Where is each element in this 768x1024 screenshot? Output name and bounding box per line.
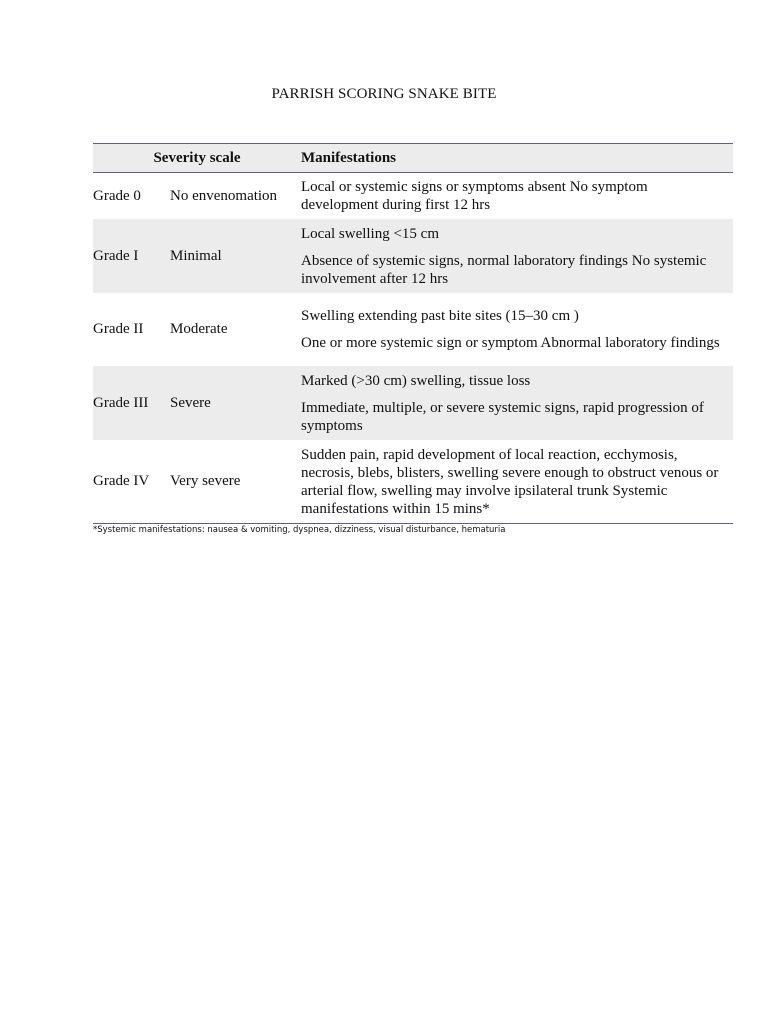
grade-cell: Grade II (93, 321, 144, 337)
manifestation-text: Swelling extending past bite sites (15–30 cm ) (301, 308, 579, 324)
table-row (93, 293, 733, 366)
manifestations-cell (301, 446, 733, 518)
manifestation-text: Local or systemic signs or symptoms absent No symptom development during first 12 hrs (301, 179, 648, 213)
manifestation-text: Absence of systemic signs, normal laboratory findings No systemic involvement after 12 hrs (301, 252, 707, 287)
table-row (93, 440, 733, 523)
header-manifestations: Manifestations (301, 149, 396, 166)
table-header-row (93, 144, 733, 172)
grade-cell: Grade 0 (93, 187, 141, 204)
table-row (93, 219, 733, 293)
severity-cell: Minimal (170, 247, 222, 264)
manifestation-text: Marked (>30 cm) swelling, tissue loss (301, 372, 531, 389)
manifestations-cell (301, 178, 733, 214)
severity-cell: No envenomation (170, 187, 278, 204)
grade-cell: Grade III (93, 394, 149, 411)
manifestation-text: One or more systemic sign or symptom Abnormal laboratory findings (301, 335, 720, 351)
table-row (93, 173, 733, 219)
table-bottom-rule (93, 523, 733, 524)
header-severity-scale: Severity scale (153, 149, 241, 166)
manifestations-cell (301, 372, 733, 435)
page-title: PARRISH SCORING SNAKE BITE (271, 86, 497, 102)
table-row (93, 366, 733, 440)
manifestation-text: Local swelling <15 cm (301, 225, 440, 242)
manifestations-cell (301, 307, 733, 352)
grade-cell: Grade I (93, 247, 139, 264)
grade-cell: Grade IV (93, 473, 150, 489)
manifestations-cell (301, 225, 733, 288)
manifestation-text: Immediate, multiple, or severe systemic signs, rapid progression of symptoms (301, 399, 704, 434)
manifestation-text: Sudden pain, rapid development of local reaction, ecchymosis, necrosis, blebs, blisters, swelling severe enough to obstruct venous or arterial flow, swelling may involve ipsilateral trunk Systemic manifestations within 15 mins* (301, 446, 719, 517)
parrish-table (93, 143, 733, 535)
table-footnote: *Systemic manifestations: nausea & vomiting, dyspnea, dizziness, visual disturbance, hematuria (93, 525, 506, 535)
severity-cell: Moderate (170, 321, 228, 337)
severity-cell: Severe (170, 394, 211, 411)
severity-cell: Very severe (170, 473, 241, 489)
